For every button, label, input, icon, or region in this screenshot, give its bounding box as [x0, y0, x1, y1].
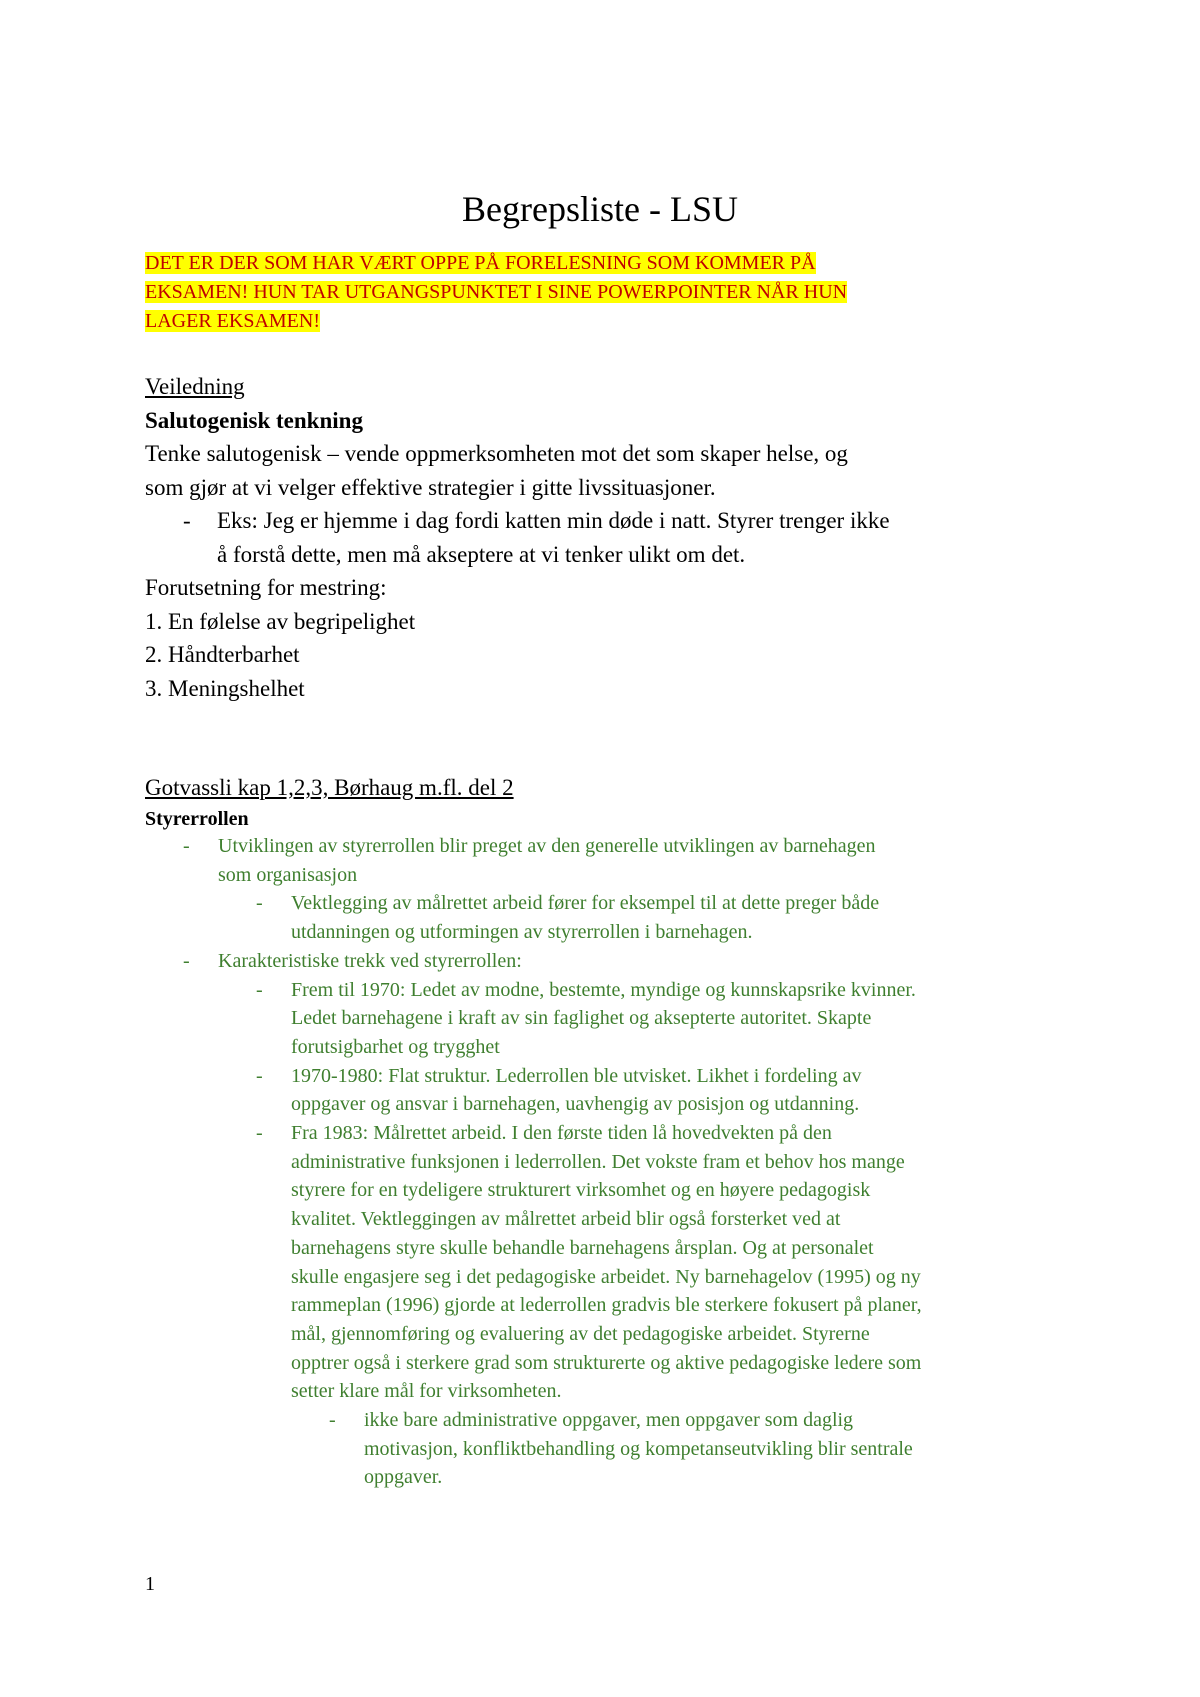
list-item-line: rammeplan (1996) gjorde at lederrollen gradvis ble sterkere fokusert på planer, [291, 1294, 922, 1317]
page-number: 1 [145, 1573, 155, 1595]
section-heading: Gotvassli kap 1,2,3, Børhaug m.fl. del 2 [145, 775, 514, 800]
list-dash: - [256, 1122, 263, 1145]
list-dash: - [183, 949, 190, 972]
list-item-line: ikke bare administrative oppgaver, men oppgaver som daglig [364, 1409, 854, 1432]
list-item-line: 1970-1980: Flat struktur. Lederrollen ble utvisket. Likhet i fordeling av [291, 1064, 862, 1087]
list-item-line: Ledet barnehagene i kraft av sin faglighet og aksepterte autoritet. Skapte [291, 1007, 872, 1030]
section-gotvassli [145, 771, 1065, 805]
list-item-line: kvalitet. Vektleggingen av målrettet arbeid blir også forsterket ved at [291, 1208, 841, 1231]
list-item [145, 947, 1065, 976]
premise-item: 3. Meningshelhet [145, 675, 305, 701]
list-dash: - [256, 1064, 263, 1087]
list-item-line: styrere for en tydeligere strukturert virksomhet og en høyere pedagogisk [291, 1179, 871, 1202]
list-item [145, 504, 1065, 571]
list-dash: - [183, 508, 191, 533]
list-item-line: barnehagens styre skulle behandle barnehagens årsplan. Og at personalet [291, 1236, 874, 1259]
list-item-line: utdanningen og utformingen av styrerrollen i barnehagen. [291, 921, 753, 944]
list-item [145, 1062, 1065, 1119]
list-item-line: Vektlegging av målrettet arbeid fører for eksempel til at dette preger både [291, 892, 880, 915]
exam-notice [145, 249, 1045, 336]
premise-item: 2. Håndterbarhet [145, 642, 300, 667]
list-item-line: skulle engasjere seg i det pedagogiske arbeidet. Ny barnehagelov (1995) og ny [291, 1265, 921, 1288]
section-heading: Veiledning [145, 374, 245, 399]
section-subheading: Salutogenisk tenkning [145, 407, 363, 433]
list-item-line: Eks: Jeg er hjemme i dag fordi katten min døde i natt. Styrer trenger ikke [217, 508, 890, 533]
section-subheading: Styrerrollen [145, 808, 249, 830]
list-item [145, 832, 1065, 889]
notice-line: LAGER EKSAMEN! [145, 310, 320, 332]
list-dash: - [256, 892, 263, 915]
list-item [145, 1119, 1065, 1406]
list-item-line: å forstå dette, men må akseptere at vi tenker ulikt om det. [217, 541, 746, 567]
list-item-line: oppgaver. [364, 1466, 443, 1489]
list-item-line: oppgaver og ansvar i barnehagen, uavhengig av posisjon og utdanning. [291, 1093, 860, 1116]
list-item-line: mål, gjennomføring og evaluering av det pedagogiske arbeidet. Styrerne [291, 1322, 870, 1345]
list-item-line: forutsigbarhet og trygghet [291, 1035, 500, 1058]
list-item-line: Utviklingen av styrerrollen blir preget av den generelle utviklingen av barnehagen [218, 835, 876, 857]
list-item-line: motivasjon, konfliktbehandling og kompetanseutvikling blir sentrale [364, 1437, 913, 1460]
list-dash: - [183, 835, 190, 857]
list-dash: - [329, 1409, 336, 1432]
styrerrollen-list [145, 832, 1065, 1492]
list-item-line: Frem til 1970: Ledet av modne, bestemte, myndige og kunnskapsrike kvinner. [291, 978, 916, 1001]
list-item-line: administrative funksjonen i lederrollen. Det vokste fram et behov hos mange [291, 1150, 905, 1173]
list-item-line: opptrer også i sterkere grad som strukturerte og aktive pedagogiske ledere som [291, 1351, 922, 1374]
section-veiledning [145, 370, 1065, 705]
notice-line: DET ER DER SOM HAR VÆRT OPPE PÅ FORELESNING SOM KOMMER PÅ [145, 252, 816, 274]
list-item-line: Fra 1983: Målrettet arbeid. I den første tiden lå hovedvekten på den [291, 1122, 832, 1145]
paragraph-line: som gjør at vi velger effektive strategier i gitte livssituasjoner. [145, 474, 716, 500]
page-title: Begrepsliste - LSU [462, 189, 738, 229]
list-item [145, 976, 1065, 1062]
list-item [145, 1406, 1065, 1492]
premise-item: 1. En følelse av begripelighet [145, 608, 416, 634]
list-item [145, 889, 1065, 946]
list-dash: - [256, 978, 263, 1001]
list-item-line: Karakteristiske trekk ved styrerrollen: [218, 949, 522, 972]
paragraph-line: Tenke salutogenisk – vende oppmerksomheten mot det som skaper helse, og [145, 441, 848, 466]
list-item-line: setter klare mål for virksomheten. [291, 1380, 562, 1403]
premise-label: Forutsetning for mestring: [145, 575, 387, 600]
notice-line: EKSAMEN! HUN TAR UTGANGSPUNKTET I SINE POWERPOINTER NÅR HUN [145, 281, 848, 303]
list-item-line: som organisasjon [218, 863, 358, 886]
